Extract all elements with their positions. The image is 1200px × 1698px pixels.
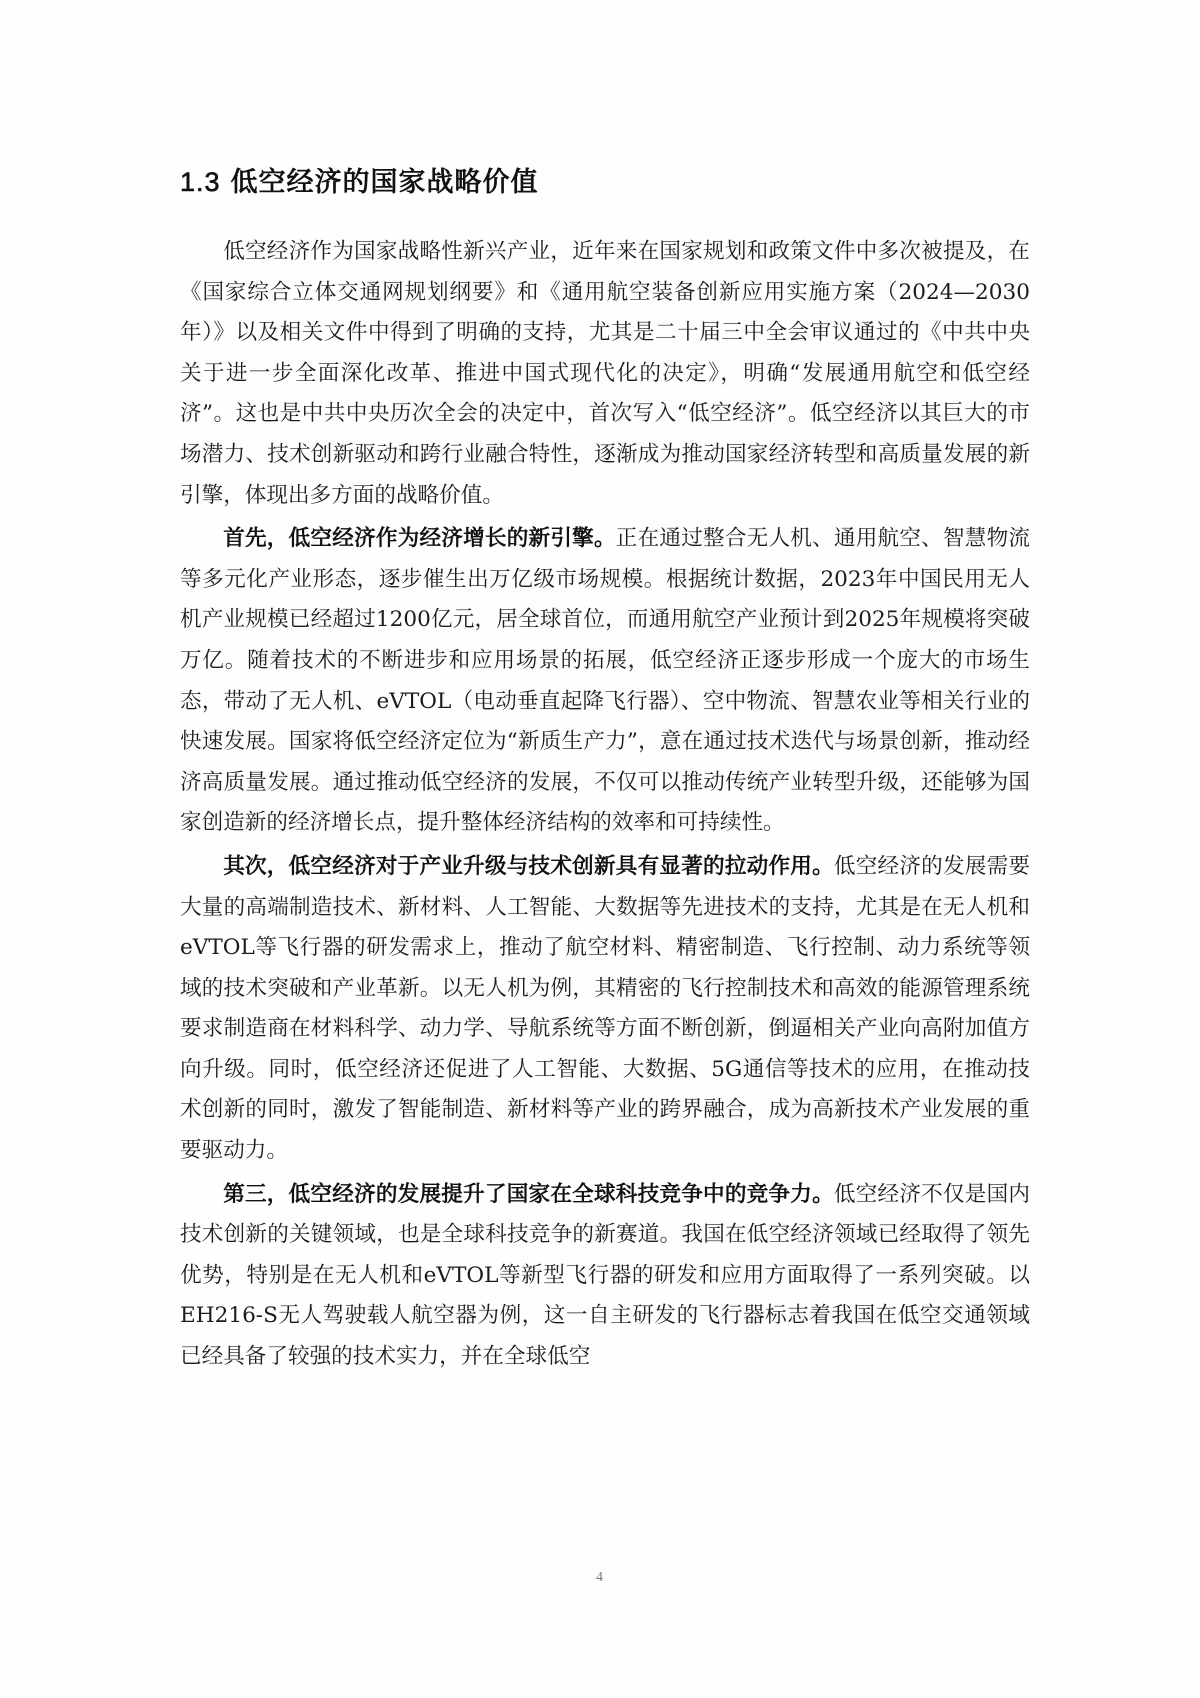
page-number: 4 bbox=[596, 1570, 603, 1585]
paragraph-text: 正在通过整合无人机、通用航空、智慧物流等多元化产业形态，逐步催生出万亿级市场规模。根据统计数据，2023年中国民用无人机产业规模已经超过1200亿元，居全球首位，而通用航空产业预计到2025年规模将突破万亿。随着技术的不断进步和应用场景的拓展，低空经济正逐步形成一个庞大的市场生态，带动了无人机、eVTOL（电动垂直起降飞行器）、空中物流、智慧农业等相关行业的快速发展。国家将低空经济定位为“新质生产力”，意在通过技术迭代与场景创新，推动经济高质量发展。通过推动低空经济的发展，不仅可以推动传统产业转型升级，还能够为国家创造新的经济增长点，提升整体经济结构的效率和可持续性。 bbox=[180, 526, 1030, 836]
paragraph-text: 低空经济不仅是国内技术创新的关键领域，也是全球科技竞争的新赛道。我国在低空经济领域已经取得了领先优势，特别是在无人机和eVTOL等新型飞行器的研发和应用方面取得了一系列突破。以EH216-S无人驾驶载人航空器为例，这一自主研发的飞行器标志着我国在低空交通领域已经具备了较强的技术实力，并在全球低空 bbox=[180, 1181, 1030, 1370]
section-heading bbox=[180, 160, 539, 199]
paragraph-global-competition bbox=[180, 1175, 1030, 1378]
section-number: 1.3 bbox=[180, 167, 221, 197]
paragraph-lead: 其次，低空经济对于产业升级与技术创新具有显著的拉动作用。 bbox=[223, 853, 834, 879]
paragraph-text: 低空经济作为国家战略性新兴产业，近年来在国家规划和政策文件中多次被提及，在《国家综合立体交通网规划纲要》和《通用航空装备创新应用实施方案（2024—2030年）》以及相关文件中得到了明确的支持，尤其是二十届三中全会审议通过的《中共中央关于进一步全面深化改革、推进中国式现代化的决定》，明确“发展通用航空和低空经济”。这也是中共中央历次全会的决定中，首次写入“低空经济”。低空经济以其巨大的市场潜力、技术创新驱动和跨行业融合特性，逐渐成为推动国家经济转型和高质量发展的新引擎，体现出多方面的战略价值。 bbox=[180, 239, 1030, 508]
paragraph-lead: 第三，低空经济的发展提升了国家在全球科技竞争中的竞争力。 bbox=[223, 1181, 834, 1207]
paragraph-industry-upgrade bbox=[180, 847, 1030, 1172]
paragraph-economic-engine bbox=[180, 519, 1030, 844]
paragraph-intro bbox=[180, 232, 1030, 516]
paragraph-lead: 首先，低空经济作为经济增长的新引擎。 bbox=[223, 526, 616, 552]
paragraph-text: 低空经济的发展需要大量的高端制造技术、新材料、人工智能、大数据等先进技术的支持，尤其是在无人机和eVTOL等飞行器的研发需求上，推动了航空材料、精密制造、飞行控制、动力系统等领域的技术突破和产业革新。以无人机为例，其精密的飞行控制技术和高效的能源管理系统要求制造商在材料科学、动力学、导航系统等方面不断创新，倒逼相关产业向高附加值方向升级。同时，低空经济还促进了人工智能、大数据、5G通信等技术的应用，在推动技术创新的同时，激发了智能制造、新材料等产业的跨界融合，成为高新技术产业发展的重要驱动力。 bbox=[180, 853, 1030, 1164]
section-title-text: 低空经济的国家战略价值 bbox=[230, 167, 539, 198]
body-text bbox=[180, 232, 1030, 1378]
